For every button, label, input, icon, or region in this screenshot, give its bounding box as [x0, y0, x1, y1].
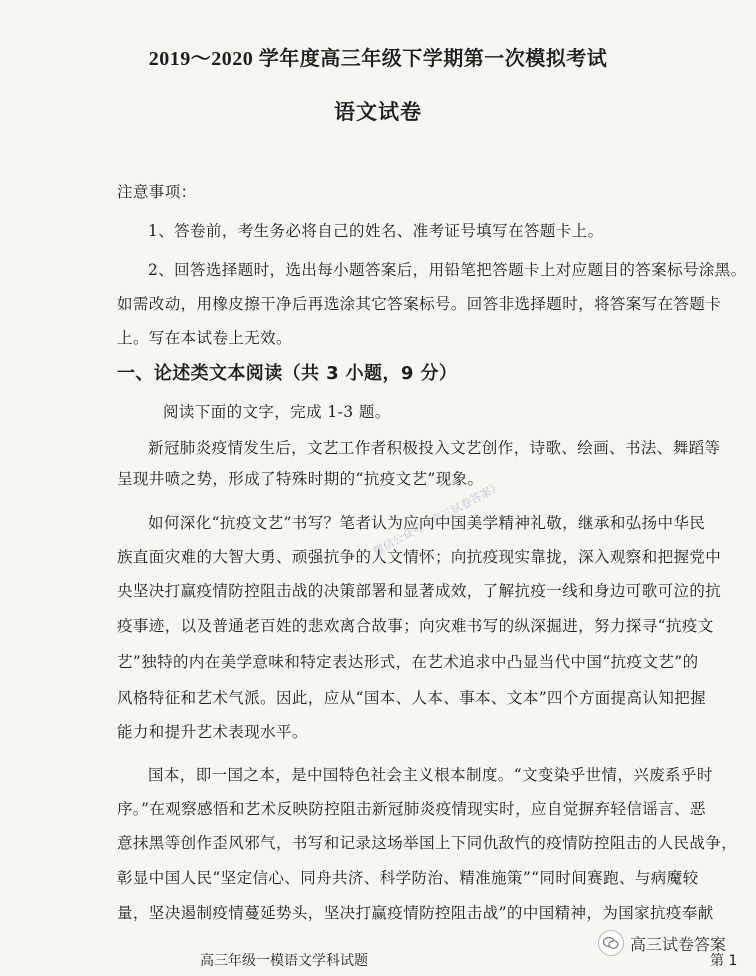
text-line: 呈现井喷之势，形成了特殊时期的“抗疫文艺”现象。	[117, 470, 484, 488]
text-line: 国本，即一国之本，是中国特色社会主义根本制度。“文变染乎世情，兴废系乎时	[148, 766, 713, 784]
wechat-icon	[598, 930, 624, 956]
text-line: 意抹黑等创作歪风邪气，书写和记录这场举国上下同仇敌忾的疫情防控阻击的人民战争，	[117, 834, 738, 852]
text-line: 上。写在本试卷上无效。	[117, 329, 292, 347]
exam-subtitle: 语文试卷	[334, 99, 422, 124]
text-line: 族直面灾难的大智大勇、顽强抗争的人文情怀；向抗疫现实靠拢，深入观察和把握党中	[117, 548, 722, 566]
exam-title: 2019～2020 学年度高三年级下学期第一次模拟考试	[148, 48, 608, 70]
text-line: 阅读下面的文字，完成 1-3 题。	[163, 403, 391, 421]
text-line: 艺”独特的内在美学意味和特定表达形式，在艺术追求中凸显当代中国“抗疫文艺”的	[117, 653, 699, 671]
section-heading: 一、论述类文本阅读（共 3 小题，9 分）	[117, 363, 458, 384]
text-line: 能力和提升艺术表现水平。	[117, 723, 308, 741]
text-line: 彰显中国人民“坚定信心、同舟共济、科学防治、精准施策”“同时间赛跑、与病魔较	[117, 869, 699, 887]
watermark: 微信公众号《高三试卷答案》	[370, 479, 504, 559]
text-line: 风格特征和艺术气派。因此，应从“国本、人本、事本、文本”四个方面提高认知把握	[117, 689, 707, 707]
text-line: 如何深化“抗疫文艺”书写？笔者认为应向中国美学精神礼敬，继承和弘扬中华民	[148, 514, 706, 532]
text-line: 序。”在观察感悟和艺术反映防控阻击新冠肺炎疫情现实时，应自觉摒弃轻信谣言、恶	[117, 800, 706, 818]
text-line: 量，坚决遏制疫情蔓延势头，坚决打赢疫情防控阻击战”的中国精神，为国家抗疫奉献	[117, 904, 714, 922]
badge-label: 高三试卷答案	[630, 934, 727, 954]
text-line: 1、答卷前，考生务必将自己的姓名、准考证号填写在答题卡上。	[148, 222, 604, 240]
text-line: 新冠肺炎疫情发生后，文艺工作者积极投入文艺创作，诗歌、绘画、书法、舞蹈等	[148, 439, 721, 457]
wechat-badge	[598, 928, 756, 958]
footer-page-number: 第 1	[710, 953, 738, 969]
notice-heading: 注意事项：	[117, 183, 197, 201]
text-line: 2、回答选择题时，选出每小题答案后，用铅笔把答题卡上对应题目的答案标号涂黑。	[148, 261, 747, 279]
text-line: 如需改动，用橡皮擦干净后再选涂其它答案标号。回答非选择题时，将答案写在答题卡	[117, 295, 722, 313]
text-line: 疫事迹，以及普通老百姓的悲欢离合故事；向灾难书写的纵深掘进，努力探寻“抗疫文	[117, 617, 714, 635]
footer-subject: 高三年级一模语文学科试题	[200, 953, 368, 969]
text-line: 央坚决打赢疫情防控阻击战的决策部署和显著成效，了解抗疫一线和身边可歌可泣的抗	[117, 582, 722, 600]
